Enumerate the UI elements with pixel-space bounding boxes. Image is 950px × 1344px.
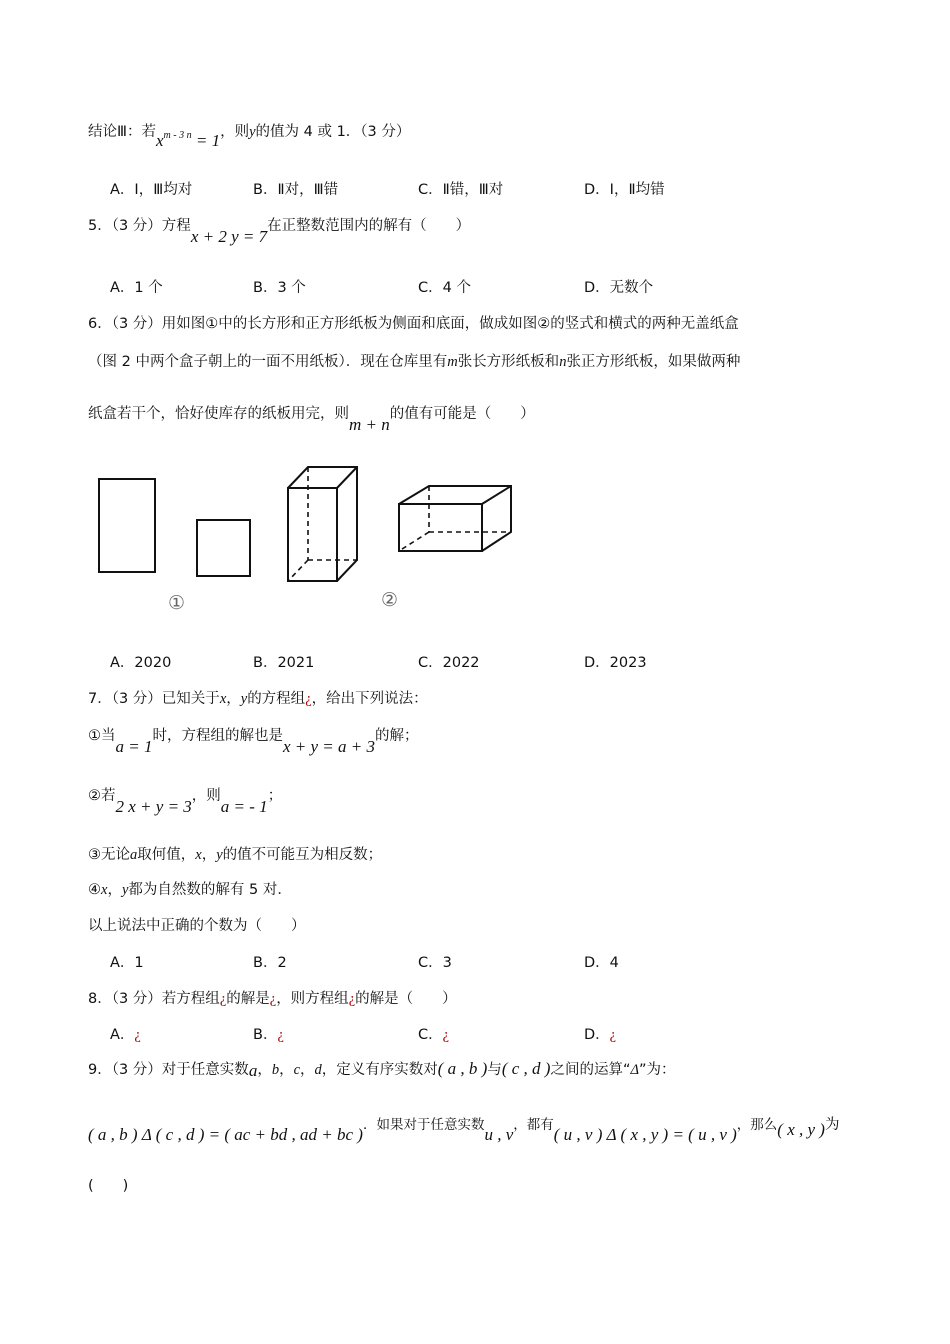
q8-option-c[interactable]: C．¿ bbox=[418, 1027, 450, 1043]
q6-option-b[interactable]: B．2021 bbox=[253, 655, 315, 671]
q7-count-question: 以上说法中正确的个数为（ ） bbox=[88, 918, 306, 934]
q4-option-c[interactable]: C．Ⅱ错，Ⅲ对 bbox=[418, 182, 504, 198]
q8-option-b[interactable]: B．¿ bbox=[253, 1027, 284, 1043]
q5-stem: 5．（3 分）方程x + 2 y = 7在正整数范围内的解有（ ） bbox=[88, 218, 471, 246]
q5-equation: x + 2 y = 7 bbox=[190, 227, 268, 246]
missing-equation-glyph: ¿ bbox=[305, 691, 312, 707]
q7-option-d[interactable]: D．4 bbox=[584, 955, 619, 971]
q4-option-d[interactable]: D．Ⅰ，Ⅱ均错 bbox=[584, 182, 665, 198]
q4-option-a[interactable]: A．Ⅰ，Ⅲ均对 bbox=[110, 182, 193, 198]
figure-label-1: ① bbox=[168, 592, 186, 614]
q9-answer-blank: ( ) bbox=[88, 1178, 129, 1194]
q9-definition-line: ( a , b ) Δ ( c , d ) = ( ac + bd , ad + bc )．如果对于任意实数u , v，都有( u , v ) Δ ( x , y ) = ( u , v )，那么( x , y )为 bbox=[88, 1117, 840, 1144]
math-x-power: x bbox=[156, 131, 164, 150]
q6-option-c[interactable]: C．2022 bbox=[418, 655, 480, 671]
q8-stem: 8．（3 分）若方程组¿的解是¿，则方程组¿的解是（ ） bbox=[88, 991, 457, 1007]
q7-option-c[interactable]: C．3 bbox=[418, 955, 452, 971]
q8-option-a[interactable]: A．¿ bbox=[110, 1027, 141, 1043]
q4-option-b[interactable]: B．Ⅱ对，Ⅲ错 bbox=[253, 182, 339, 198]
rectangle-board bbox=[99, 479, 155, 572]
q6-line-2: （图 2 中两个盒子朝上的一面不用纸板）．现在仓库里有m张长方形纸板和n张正方形纸板，如果做两种 bbox=[88, 354, 741, 370]
q7-option-b[interactable]: B．2 bbox=[253, 955, 287, 971]
q6-line-3: 纸盒若干个，恰好使库存的纸板用完，则m + n的值有可能是（ ） bbox=[88, 406, 535, 434]
q7-stem: 7．（3 分）已知关于x，y的方程组¿，给出下列说法： bbox=[88, 691, 428, 707]
conclusion-3: 结论Ⅲ：若$x^{m - 3 n} = 1$，则y的值为 4 或 1．（3 分） bbox=[88, 124, 411, 150]
q7-option-a[interactable]: A．1 bbox=[110, 955, 144, 971]
square-board bbox=[197, 520, 250, 576]
q6-m-plus-n: m + n bbox=[349, 415, 390, 434]
horizontal-box bbox=[399, 486, 511, 551]
q6-option-d[interactable]: D．2023 bbox=[584, 655, 647, 671]
figure-label-2: ② bbox=[381, 589, 399, 611]
q5-option-c[interactable]: C．4 个 bbox=[418, 280, 471, 296]
q9-stem: 9．（3 分）对于任意实数a，b，c，d，定义有序实数对( a , b )与( c , d )之间的运算“Δ”为： bbox=[88, 1059, 676, 1080]
q7-statement-1: ①当a = 1时，方程组的解也是x + y = a + 3的解； bbox=[88, 728, 419, 756]
q6-option-a[interactable]: A．2020 bbox=[110, 655, 172, 671]
q5-option-d[interactable]: D．无数个 bbox=[584, 280, 654, 296]
q5-option-a[interactable]: A．1 个 bbox=[110, 280, 163, 296]
vertical-box bbox=[288, 467, 357, 581]
q8-option-d[interactable]: D．¿ bbox=[584, 1027, 617, 1043]
q7-statement-4: ④x，y都为自然数的解有 5 对． bbox=[88, 882, 292, 898]
q5-option-b[interactable]: B．3 个 bbox=[253, 280, 306, 296]
q7-statement-3: ③无论a取何值，x，y的值不可能互为相反数； bbox=[88, 847, 383, 863]
q9-operation-definition: ( a , b ) Δ ( c , d ) = ( ac + bd , ad + bc ) bbox=[88, 1125, 363, 1144]
q7-statement-2: ②若2 x + y = 3，则a = - 1； bbox=[88, 788, 283, 816]
q6-line-1: 6．（3 分）用如图①中的长方形和正方形纸板为侧面和底面，做成如图②的竖式和横式的两种无盖纸盒 bbox=[88, 316, 739, 332]
